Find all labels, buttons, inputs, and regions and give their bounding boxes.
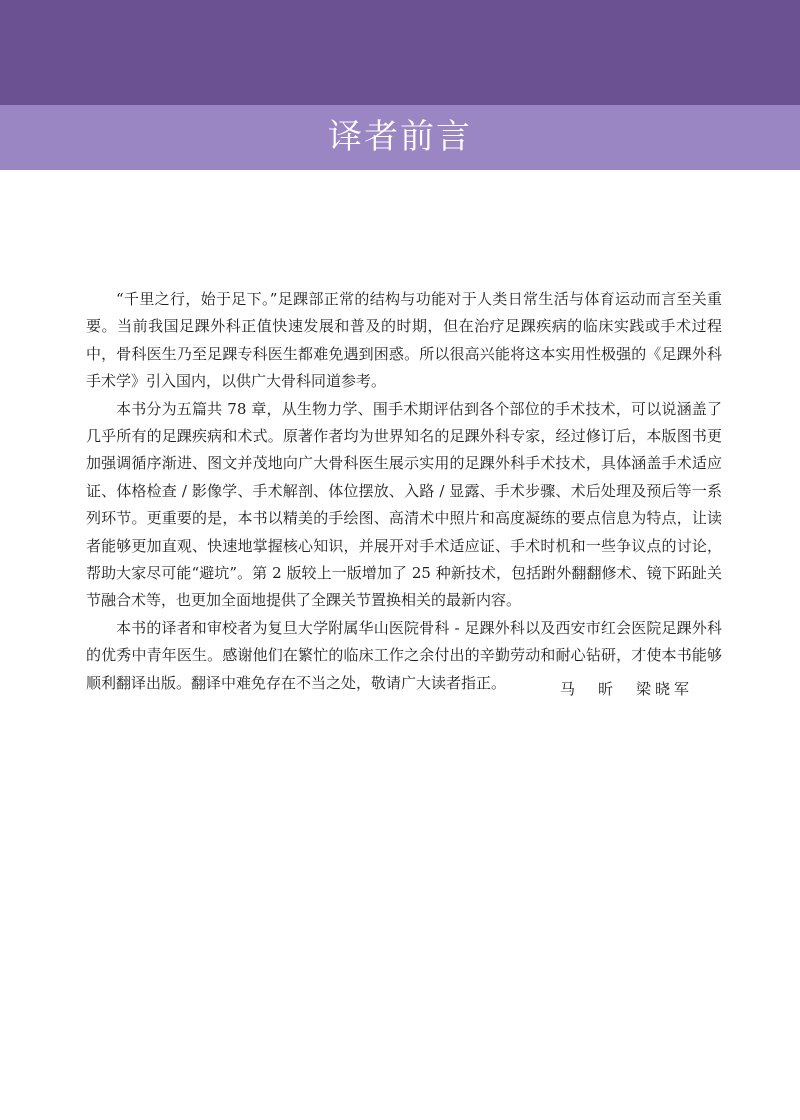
preface-paragraph-1: “千里之行，始于足下。”足踝部正常的结构与功能对于人类日常生活与体育运动而言至关重要。当前我国足踝外科正值快速发展和普及的时期，但在治疗足踝疾病的临床实践或手术过程中，骨科医生乃至足踝专科医生都难免遇到困惑。所以很高兴能将这本实用性极强的《足踝外科手术学》引入国内，以供广大骨科同道参考。 [86, 290, 722, 391]
header-top-band [0, 0, 800, 105]
preface-paragraph-2: 本书分为五篇共 78 章，从生物力学、围手术期评估到各个部位的手术技术，可以说涵盖了几乎所有的足踝疾病和术式。原著作者均为世界知名的足踝外科专家，经过修订后，本版图书更加强调循序渐进、图文并茂地向广大骨科医生展示实用的足踝外科手术技术，具体涵盖手术适应证、体格检查 / 影像学、手术解剖、体位摆放、入路 / 显露、手术步骤、术后处理及预后等一系列环节。更重要的是，本书以精美的手绘图、高清术中照片和高度凝练的要点信息为特点，让读者能够更加直观、快速地掌握核心知识，并展开对手术适应证、手术时机和一些争议点的讨论，帮助大家尽可能“避坑”。第 2 版较上一版增加了 25 种新技术，包括跗外翻翻修术、镜下跖趾关节融合术等，也更加全面地提供了全踝关节置换相关的最新内容。 [86, 399, 722, 610]
preface-paragraph-3: 本书的译者和审校者为复旦大学附属华山医院骨科 - 足踝外科以及西安市红会医院足踝外科的优秀中青年医生。感谢他们在繁忙的临床工作之余付出的辛勤劳动和耐心钻研，才使本书能够顺利翻译出版。翻译中难免存在不当之处，敬请广大读者指正。 [86, 618, 722, 692]
page-title: 译者前言 [328, 117, 472, 157]
translator-signature: 马 昕 梁晓军 [560, 680, 694, 698]
preface-body [86, 286, 722, 697]
